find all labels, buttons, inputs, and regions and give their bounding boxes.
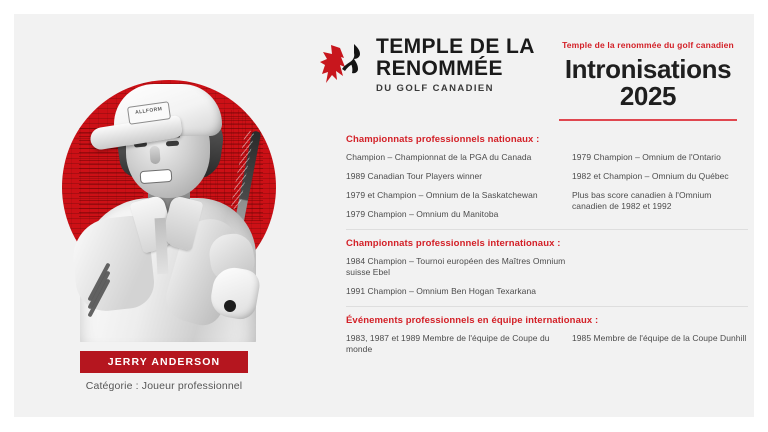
page-title-line-1: Intronisations [564, 54, 732, 84]
achievement-item: 1991 Champion – Omnium Ben Hogan Texarkana [346, 286, 537, 296]
golfer-eye-right [166, 141, 179, 147]
achievement-section [346, 229, 748, 297]
inductee-panel [14, 14, 314, 417]
achievement-item: 1979 Champion – Omnium du Manitoba [346, 209, 499, 219]
brand-logo-text [376, 36, 535, 94]
section-column-right [572, 333, 748, 355]
achievement-section [346, 306, 748, 355]
achievements-list [346, 134, 748, 355]
maple-leaf-golfer-icon [320, 38, 372, 96]
golfer-nose [149, 146, 160, 165]
section-heading: Événements professionnels en équipe internationaux : [346, 315, 599, 326]
achievement-item: 1984 Champion – Tournoi européen des Maîtres Omnium suisse Ebel [346, 256, 566, 277]
page-title-line-2: 2025 [619, 81, 677, 111]
title-underline-rule [559, 119, 737, 121]
brand-line-3: DU GOLF CANADIEN [376, 83, 494, 94]
brand-line-1: TEMPLE DE LA [376, 35, 535, 58]
content-panel [314, 14, 754, 417]
section-heading: Championnats professionnels nationaux : [346, 134, 540, 145]
cap-logo-text: ALLFORM [134, 106, 163, 116]
golfer-portrait-illustration [24, 22, 304, 342]
section-columns [346, 152, 748, 220]
inductee-photo [24, 22, 304, 342]
inductee-category: Catégorie : Joueur professionnel [85, 380, 243, 392]
brand-line-2: RENOMMÉE [376, 57, 503, 80]
title-block [550, 40, 746, 121]
inductee-name-badge [80, 351, 248, 373]
achievement-item: Champion – Championnat de la PGA du Canada [346, 152, 532, 162]
achievement-item: 1983, 1987 et 1989 Membre de l'équipe de Coupe du monde [346, 333, 550, 354]
page-title [550, 56, 746, 110]
section-column-left [346, 333, 572, 355]
achievement-section [346, 134, 748, 220]
eyebrow-text: Temple de la renommée du golf canadien [562, 40, 734, 50]
brand-logo [320, 36, 550, 102]
section-column-right [572, 152, 748, 220]
achievement-item: 1985 Membre de l'équipe de la Coupe Dunhill [572, 333, 747, 343]
glove-cuff-button [224, 300, 236, 312]
achievement-item: Plus bas score canadien à l'Omnium canadien de 1982 et 1992 [572, 190, 712, 211]
section-column-left [346, 256, 572, 297]
achievement-item: 1979 et Champion – Omnium de la Saskatchewan [346, 190, 538, 200]
achievement-item: 1989 Canadian Tour Players winner [346, 171, 483, 181]
section-columns [346, 333, 748, 355]
inductee-name: JERRY ANDERSON [107, 356, 221, 368]
achievement-item: 1982 et Champion – Omnium du Québec [572, 171, 729, 181]
section-columns [346, 256, 748, 297]
section-column-right [572, 256, 748, 297]
golfer-mouth [140, 169, 173, 184]
section-heading: Championnats professionnels internationaux : [346, 238, 561, 249]
section-column-left [346, 152, 572, 220]
achievement-item: 1979 Champion – Omnium de l'Ontario [572, 152, 721, 162]
poster-card [14, 14, 754, 417]
